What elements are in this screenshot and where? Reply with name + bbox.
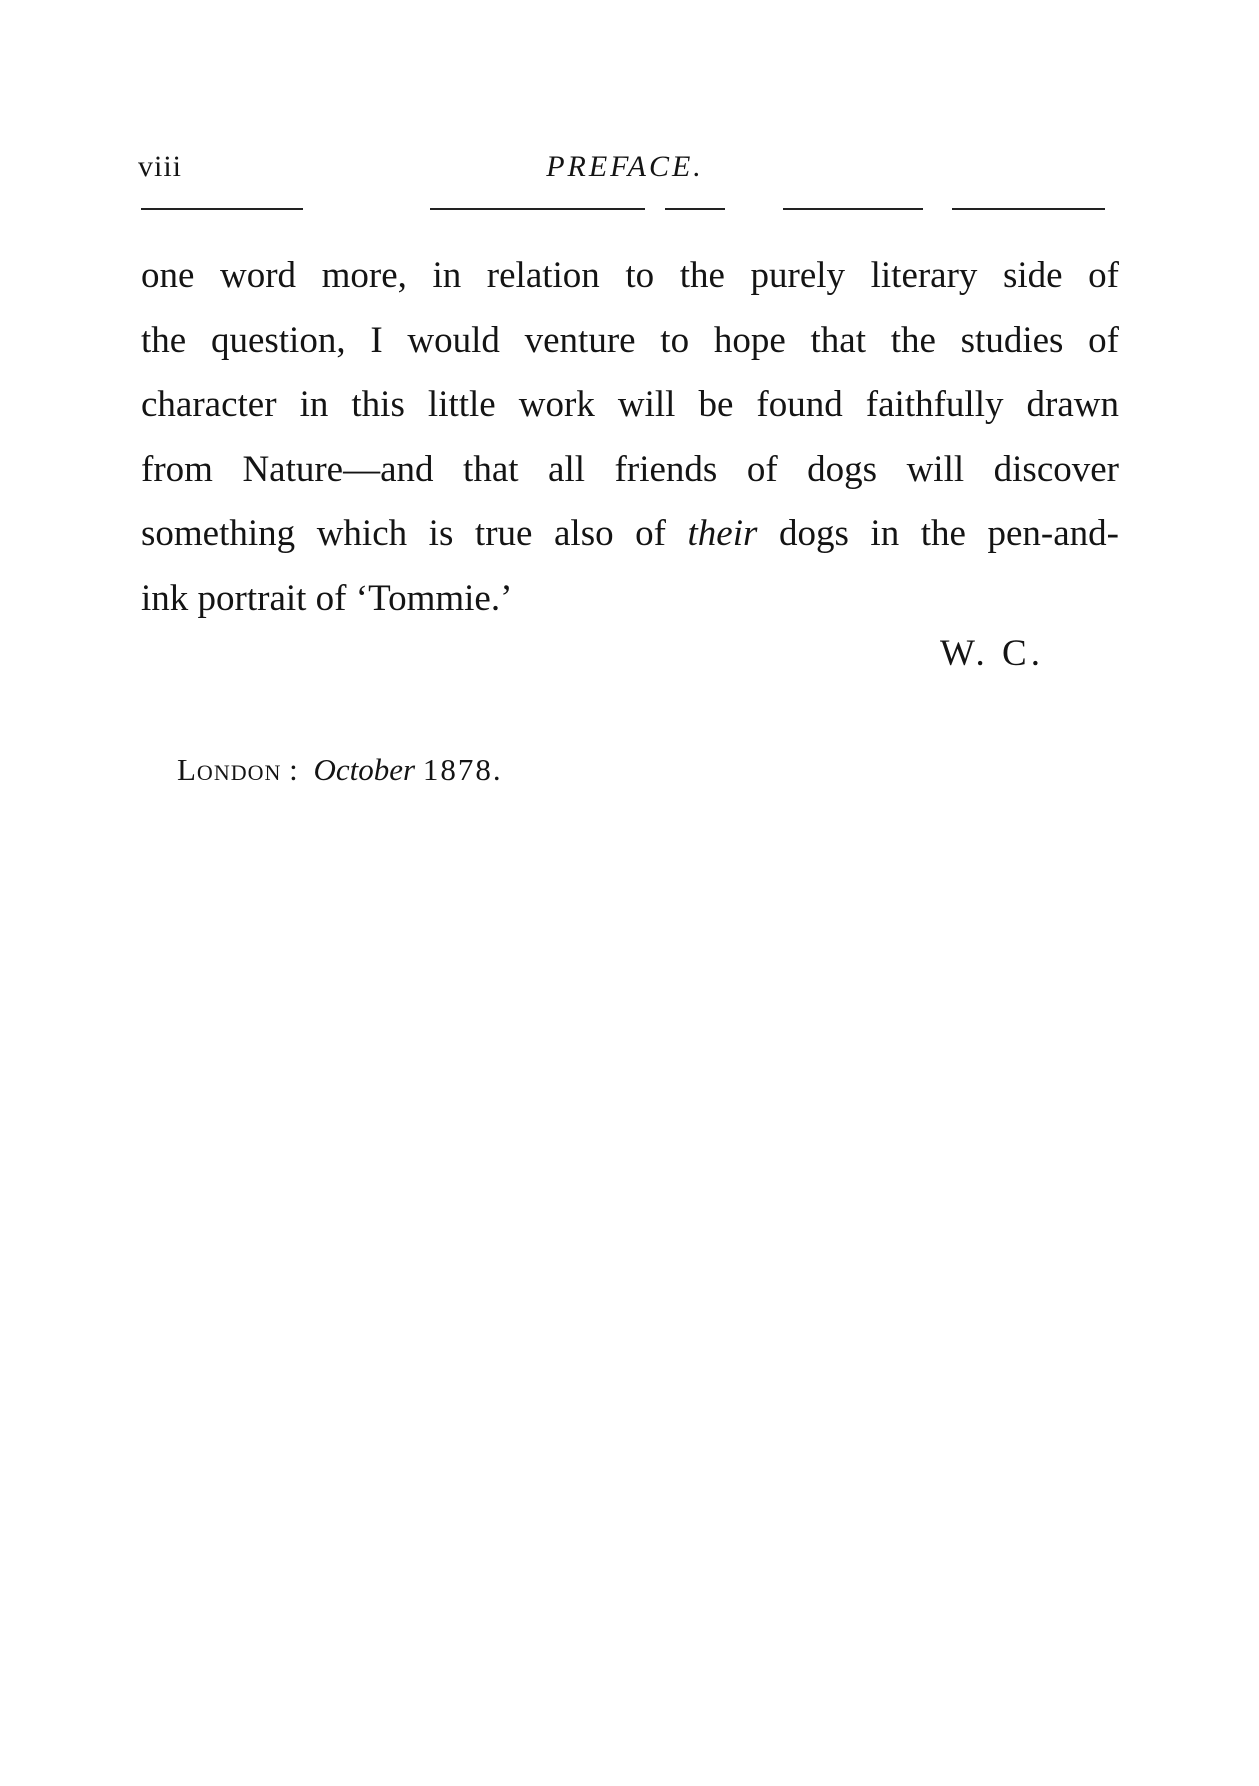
dateline-separator: : (289, 752, 298, 787)
author-initials: W. C. (940, 633, 1044, 674)
header-rule-5 (952, 208, 1105, 210)
text-line: from Nature—and that all friends of dogs will discover (141, 448, 1119, 490)
text-line: ink portrait of ‘Tommie.’ (141, 577, 513, 619)
header-rule-2 (430, 208, 645, 210)
text-line: the question, I would venture to hope that the studies of (141, 319, 1119, 361)
text-line: character in this little work will be found faithfully drawn (141, 384, 1119, 426)
dateline (177, 752, 503, 788)
header-rule-1 (141, 208, 303, 210)
running-head: PREFACE. (546, 150, 704, 183)
text-line: one word more, in relation to the purely literary side of (141, 255, 1119, 296)
page-number: viii (138, 150, 183, 183)
preface-body (141, 244, 1119, 632)
dateline-year: 1878. (422, 752, 503, 787)
italic-word: their (687, 513, 758, 555)
dateline-place: London (177, 752, 282, 787)
header-rule-3 (665, 208, 725, 210)
text-line (141, 502, 1119, 567)
header-rule-4 (783, 208, 923, 210)
dateline-month: October (313, 752, 416, 787)
text-fragment: something which is true also of (141, 513, 688, 555)
text-fragment: dogs in the pen-and- (757, 513, 1119, 555)
